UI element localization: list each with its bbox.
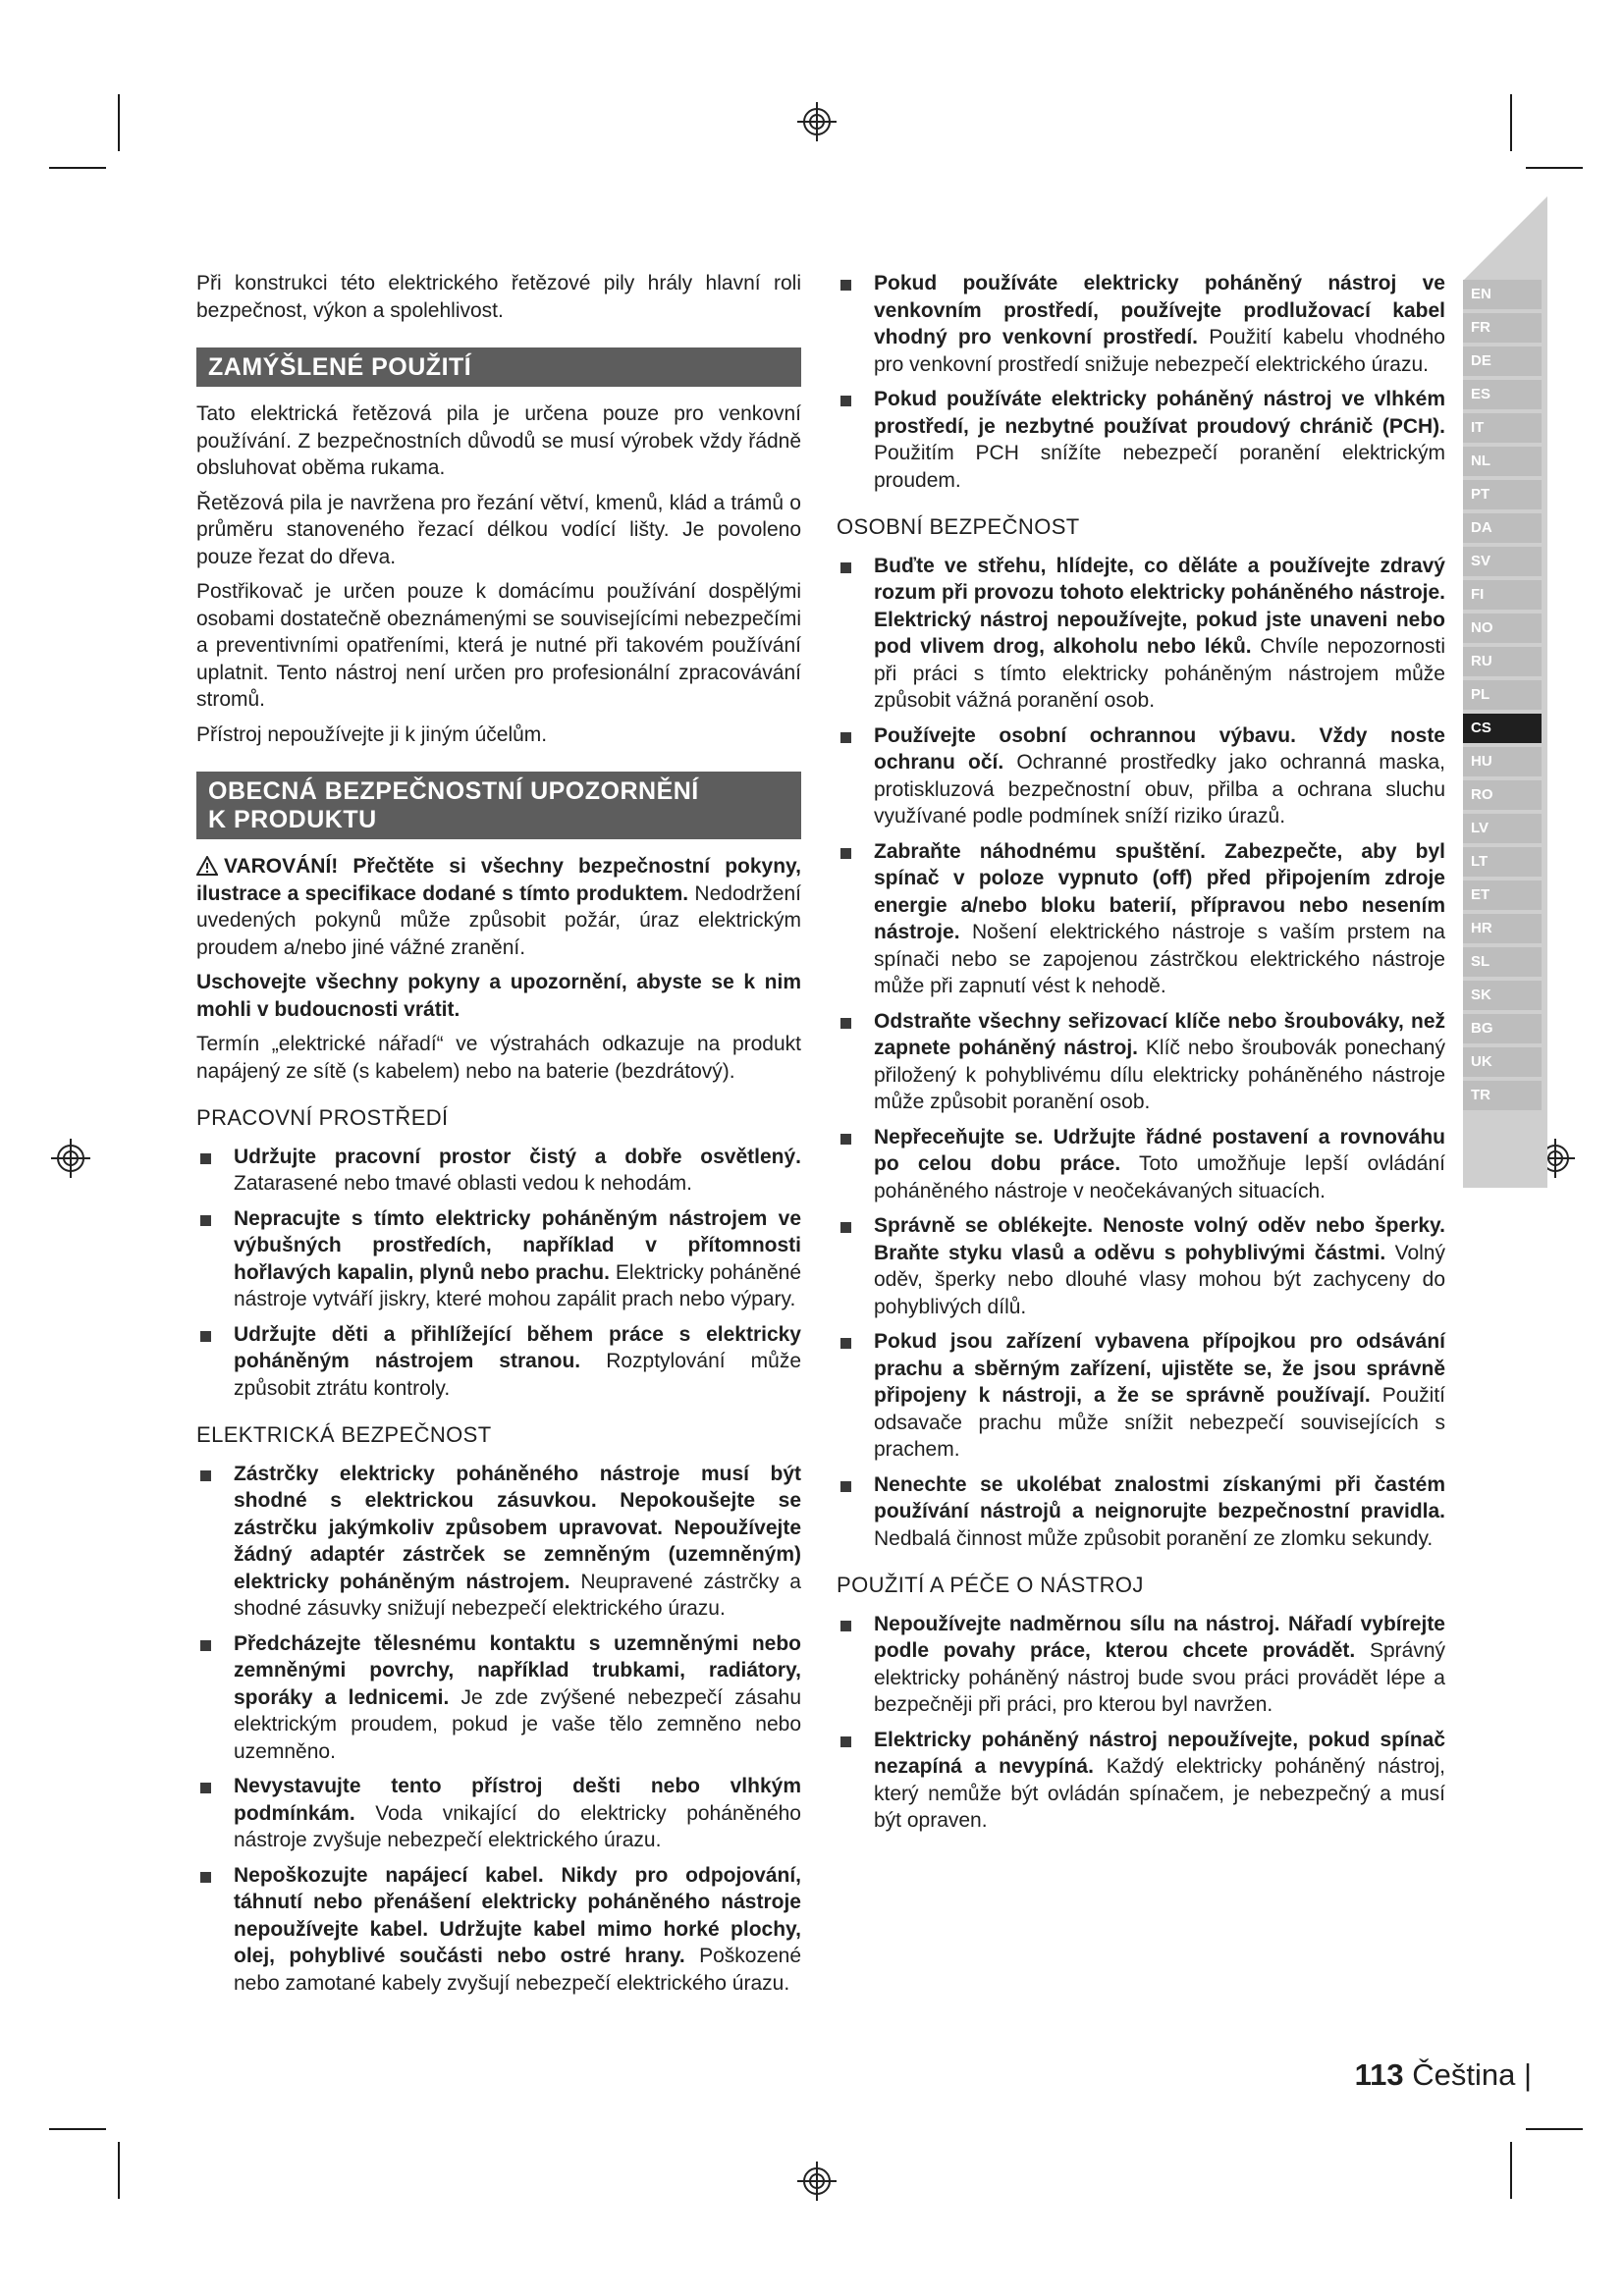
right-column bbox=[837, 270, 1445, 1842]
keep-instructions bbox=[196, 969, 801, 1023]
item-bold: Nevystavujte tento přístroj dešti nebo vlhkým podmínkám. bbox=[234, 1775, 801, 1825]
language-tab-ru: RU bbox=[1463, 647, 1542, 676]
personal-item bbox=[837, 838, 1445, 1000]
personal-item bbox=[837, 1328, 1445, 1464]
language-tab-en: EN bbox=[1463, 280, 1542, 309]
crop-mark-bottom-left-h bbox=[49, 2128, 106, 2130]
item-bold: Udržujte děti a přihlížející během práce s elektricky poháněným nástrojem stranou. bbox=[234, 1322, 801, 1372]
footer-language: Čeština bbox=[1412, 2057, 1516, 2092]
item-text: Voda vnikající do elektricky poháněného nástroje zvyšuje nebezpečí elektrického úrazu. bbox=[234, 1801, 801, 1851]
warning-paragraph bbox=[196, 853, 801, 961]
language-tab-uk: UK bbox=[1463, 1047, 1542, 1077]
footer-separator: | bbox=[1523, 2057, 1532, 2092]
item-bold: Předcházejte tělesnému kontaktu s uzemněnými nebo zemněnými povrchy, například trubkami, radiátory, sporáky a lednicemi. bbox=[234, 1631, 801, 1709]
tool-use-heading: POUŽITÍ A PÉČE O NÁSTROJ bbox=[837, 1573, 1144, 1597]
item-text: Neupravené zástrčky a shodné zásuvky snižují nebezpečí elektrického úrazu. bbox=[234, 1570, 801, 1620]
left-column bbox=[196, 270, 801, 2004]
intended-use-p1: Tato elektrická řetězová pila je určena pouze pro venkovní používání. Z bezpečnostních důvodů se musí výrobek vždy řádně obsluhovat oběma rukama. bbox=[196, 402, 801, 479]
page-number: 113 bbox=[1354, 2057, 1404, 2092]
item-bold: Nepoužívejte nadměrnou sílu na nástroj. Nářadí vybírejte podle povahy práce, kterou chcete provádět. bbox=[874, 1612, 1445, 1662]
item-text: Nedbalá činnost může způsobit poranění ze zlomku sekundy. bbox=[874, 1526, 1434, 1550]
item-text: Poškozené nebo zamotané kabely zvyšují nebezpečí elektrického úrazu. bbox=[234, 1945, 801, 1995]
electrical-item bbox=[196, 1773, 801, 1854]
language-tab-ro: RO bbox=[1463, 780, 1542, 810]
item-text: Ochranné prostředky jako ochranná maska, protiskluzová bezpečnostní obuv, přilba a ochrana sluchu využívané podle podmínek sníží riziko úrazů. bbox=[874, 751, 1445, 828]
language-tab-fi: FI bbox=[1463, 580, 1542, 610]
personal-item bbox=[837, 722, 1445, 830]
item-text: Použitím PCH snížíte nebezpečí poranění elektrickým proudem. bbox=[874, 442, 1445, 492]
item-text: Každý elektricky poháněný nástroj, který nemůže být ovládán spínačem, je nebezpečný a musí být opraven. bbox=[874, 1755, 1445, 1832]
general-safety-heading-line1: OBECNÁ BEZPEČNOSTNÍ UPOZORNĚNÍ bbox=[208, 777, 699, 805]
item-text: Správný elektricky poháněný nástroj bude svou práci provádět lépe a bezpečněji při práci, pro kterou byl navržen. bbox=[874, 1639, 1445, 1716]
item-bold: Nepoškozujte napájecí kabel. Nikdy pro odpojování, táhnutí nebo přenášení elektricky poháněného nástroje nepoužívejte kabel. Udržujte kabel mimo horké plochy, olej, pohyblivé součásti nebo ostré hrany. bbox=[234, 1863, 801, 1967]
language-tab-pt: PT bbox=[1463, 480, 1542, 509]
item-text: Zatarasené nebo tmavé oblasti vedou k nehodám. bbox=[234, 1172, 692, 1195]
page-footer bbox=[1355, 2056, 1532, 2095]
item-bold: Nepřeceňujte se. Udržujte řádné postavení a rovnováhu po celou dobu práce. bbox=[874, 1125, 1445, 1175]
crop-mark-top-right-v bbox=[1510, 94, 1512, 151]
intended-use-p3: Postřikovač je určen pouze k domácímu používání dospělými osobami dostatečně obeznámenými se souvisejícími nebezpečími a preventivními opatřeními, která je nutné při takovém používání uplatnit. Tento nástroj není určen pro profesionální zpracovávání stromů. bbox=[196, 580, 801, 711]
electrical-item bbox=[196, 1461, 801, 1623]
item-text: Chvíle nepozornosti při práci s tímto elektricky poháněným nástrojem může způsobit vážná poranění osob. bbox=[874, 635, 1445, 712]
item-bold: Používejte osobní ochrannou výbavu. Vždy noste ochranu očí. bbox=[874, 723, 1445, 774]
item-bold: Pokud jsou zařízení vybavena přípojkou pro odsávání prachu a sběrným zařízení, ujistěte se, že jsou správně připojeny k nástroji, a že se správně používají. bbox=[874, 1330, 1445, 1407]
language-tab-hr: HR bbox=[1463, 914, 1542, 943]
electrical-item bbox=[837, 270, 1445, 378]
work-area-item bbox=[196, 1144, 801, 1198]
intended-use-p4: Přístroj nepoužívejte ji k jiným účelům. bbox=[196, 722, 548, 746]
item-bold: Buďte ve střehu, hlídejte, co děláte a používejte zdravý rozum při provozu tohoto elektricky poháněného nástroje. Elektrický nástroj nepoužívejte, pokud jste unaveni nebo pod vlivem drog, alkoholu nebo léků. bbox=[874, 554, 1445, 658]
warning-text: Nedodržení uvedených pokynů může způsobit požár, úraz elektrickým proudem a/nebo jiné vážné zranění. bbox=[196, 881, 801, 959]
language-tab-nl: NL bbox=[1463, 447, 1542, 476]
registration-mark-top-icon bbox=[795, 100, 839, 143]
item-bold: Pokud používáte elektricky poháněný nástroj ve vlhkém prostředí, je nezbytné používat proudový chránič (PCH). bbox=[874, 388, 1445, 438]
language-tab-pl: PL bbox=[1463, 680, 1542, 710]
language-tab-fr: FR bbox=[1463, 313, 1542, 343]
personal-item bbox=[837, 1212, 1445, 1320]
crop-mark-bottom-right-h bbox=[1526, 2128, 1583, 2130]
item-text: Nošení elektrického nástroje s vaším prstem na spínači nebo se zapojenou zástrčkou elektrického nástroje může při zapnutí vést k nehodě. bbox=[874, 921, 1445, 997]
crop-mark-top-left-h bbox=[49, 167, 106, 169]
general-safety-heading-line2: K PRODUKTU bbox=[208, 806, 377, 833]
registration-mark-bottom-icon bbox=[795, 2160, 839, 2203]
item-text: Toto umožňuje lepší ovládání poháněného nástroje v neočekávaných situacích. bbox=[874, 1152, 1445, 1202]
intended-use-p2: Řetězová pila je navržena pro řezání větví, kmenů, klád a trámů o průměru stanoveného řezací délkou vodící lišty. Je povoleno pouze řezat do dřeva. bbox=[196, 491, 801, 568]
item-text: Použití kabelu vhodného pro venkovní prostředí snižuje nebezpečí elektrického úrazu. bbox=[874, 326, 1445, 376]
item-bold: Udržujte pracovní prostor čistý a dobře osvětlený. bbox=[234, 1145, 801, 1168]
work-area-item bbox=[196, 1205, 801, 1313]
crop-mark-top-right-h bbox=[1526, 167, 1583, 169]
general-safety-heading bbox=[196, 772, 801, 839]
item-text: Je zde zvýšené nebezpečí zásahu elektrickým proudem, pokud je vaše tělo zemněno nebo uzemněno. bbox=[234, 1685, 801, 1763]
electrical-heading: ELEKTRICKÁ BEZPEČNOST bbox=[196, 1422, 492, 1447]
crop-mark-top-left-v bbox=[118, 94, 120, 151]
crop-mark-bottom-left-v bbox=[118, 2142, 120, 2199]
electrical-item bbox=[837, 386, 1445, 494]
language-tab-et: ET bbox=[1463, 881, 1542, 910]
personal-item bbox=[837, 1471, 1445, 1553]
registration-mark-left-icon bbox=[49, 1137, 92, 1180]
personal-item bbox=[837, 1124, 1445, 1205]
item-text: Použití odsavače prachu může snížit nebezpečí souvisejících s prachem. bbox=[874, 1384, 1445, 1461]
crop-mark-bottom-right-v bbox=[1510, 2142, 1512, 2199]
item-bold: Nepracujte s tímto elektricky poháněným nástrojem ve výbušných prostředích, například v přítomnosti hořlavých kapalin, plynů nebo prachu. bbox=[234, 1206, 801, 1284]
language-tabs bbox=[1463, 280, 1542, 1114]
language-tab-cs: CS bbox=[1463, 714, 1542, 743]
item-bold: Zabraňte náhodnému spuštění. Zabezpečte, aby byl spínač v poloze vypnuto (off) před připojením zdroje energie a/nebo bloku baterií, přípravou nebo nesením nástroje. bbox=[874, 839, 1445, 943]
language-tab-lv: LV bbox=[1463, 814, 1542, 843]
intro-paragraph: Při konstrukci této elektrického řetězové pily hrály hlavní roli bezpečnost, výkon a spolehlivost. bbox=[196, 272, 801, 322]
electrical-item bbox=[196, 1630, 801, 1766]
language-tab-de: DE bbox=[1463, 347, 1542, 376]
item-bold: Nenechte se ukolébat znalostmi získanými při častém používání nástrojů a neignorujte bezpečnostní pravidla. bbox=[874, 1472, 1445, 1522]
personal-item bbox=[837, 553, 1445, 715]
personal-item bbox=[837, 1008, 1445, 1116]
tool-use-item bbox=[837, 1611, 1445, 1719]
item-bold: Správně se oblékejte. Nenoste volný oděv nebo šperky. Braňte styku vlasů a oděvu s pohyblivými částmi. bbox=[874, 1214, 1445, 1264]
language-tab-lt: LT bbox=[1463, 847, 1542, 877]
item-bold: Zástrčky elektricky poháněného nástroje musí být shodné s elektrickou zásuvkou. Nepokoušejte se zástrčku jakýmkoliv způsobem upravovat. Nepoužívejte žádný adaptér zástrček se zemněným (uzemněným) elektricky poháněným nástrojem. bbox=[234, 1462, 801, 1593]
work-area-item bbox=[196, 1321, 801, 1403]
language-tab-sk: SK bbox=[1463, 981, 1542, 1010]
keep-instructions-bold: Uschovejte všechny pokyny a upozornění, abyste se k nim mohli v budoucnosti vrátit. bbox=[196, 971, 801, 1021]
warning-triangle-icon bbox=[196, 856, 218, 876]
term-paragraph: Termín „elektrické nářadí“ ve výstrahách odkazuje na produkt napájený ze sítě (s kabelem) nebo na baterie (bezdrátový). bbox=[196, 1033, 801, 1083]
electrical-item bbox=[196, 1862, 801, 1998]
item-bold: Elektricky poháněný nástroj nepoužívejte, pokud spínač nezapíná a nevypíná. bbox=[874, 1728, 1445, 1778]
item-text: Volný oděv, šperky nebo dlouhé vlasy mohou být zachyceny do pohyblivých dílů. bbox=[874, 1241, 1445, 1318]
item-bold: Odstraňte všechny seřizovací klíče nebo šroubováky, než zapnete poháněný nástroj. bbox=[874, 1009, 1445, 1059]
work-area-heading: PRACOVNÍ PROSTŘEDÍ bbox=[196, 1105, 449, 1130]
language-tab-es: ES bbox=[1463, 380, 1542, 409]
warning-bold: VAROVÁNÍ! Přečtěte si všechny bezpečnostní pokyny, ilustrace a specifikace dodané s tímto produktem. bbox=[196, 855, 801, 905]
personal-safety-heading: OSOBNÍ BEZPEČNOST bbox=[837, 514, 1080, 539]
language-tab-sv: SV bbox=[1463, 547, 1542, 576]
intended-use-heading: ZAMÝŠLENÉ POUŽITÍ bbox=[196, 347, 801, 387]
language-tab-da: DA bbox=[1463, 513, 1542, 543]
language-tab-hu: HU bbox=[1463, 747, 1542, 776]
item-text: Rozptylování může způsobit ztrátu kontroly. bbox=[234, 1350, 801, 1400]
item-bold: Pokud používáte elektricky poháněný nástroj ve venkovním prostředí, používejte prodlužovací kabel vhodný pro venkovní prostředí. bbox=[874, 272, 1445, 348]
language-tab-bg: BG bbox=[1463, 1014, 1542, 1043]
language-tab-it: IT bbox=[1463, 413, 1542, 443]
language-tab-tr: TR bbox=[1463, 1081, 1542, 1110]
item-text: Klíč nebo šroubovák ponechaný přiložený k pohyblivému dílu elektricky poháněného nástroje může způsobit poranění osob. bbox=[874, 1037, 1445, 1113]
language-tab-sl: SL bbox=[1463, 947, 1542, 977]
tool-use-item bbox=[837, 1727, 1445, 1835]
language-tab-no: NO bbox=[1463, 614, 1542, 643]
item-text: Elektricky poháněné nástroje vytváří jiskry, které mohou zapálit prach nebo výpary. bbox=[234, 1260, 801, 1310]
